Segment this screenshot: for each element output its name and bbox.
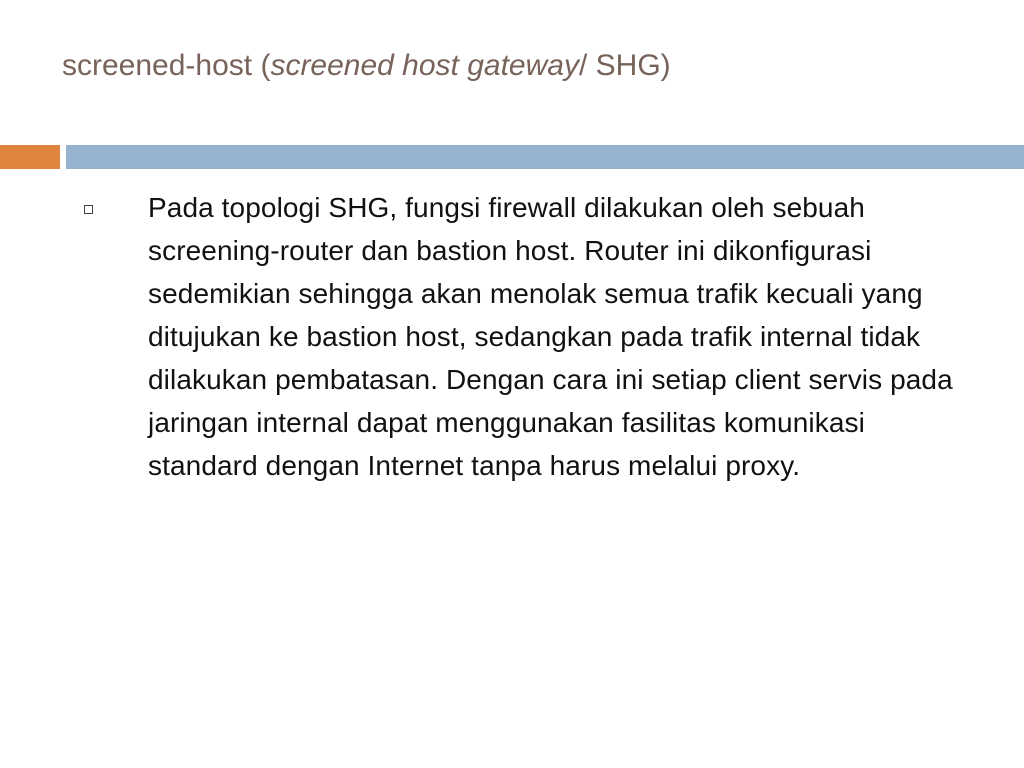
bullet-item bbox=[80, 186, 980, 487]
title-prefix: screened-host ( bbox=[62, 49, 271, 82]
title-suffix: / SHG) bbox=[578, 49, 671, 82]
accent-bar-orange bbox=[0, 145, 60, 169]
slide-title bbox=[62, 48, 982, 84]
title-italic: screened host gateway bbox=[270, 49, 579, 82]
bullet-list bbox=[80, 186, 980, 487]
bullet-text: Pada topologi SHG, fungsi firewall dilakukan oleh sebuah screening-router dan bastion host. Router ini dikonfigurasi sedemikian sehingga akan menolak semua trafik kecuali yang ditujukan ke bastion host, sedangkan pada trafik internal tidak dilakukan pembatasan. Dengan cara ini setiap client servis pada jaringan internal dapat menggunakan fasilitas komunikasi standard dengan Internet tanpa harus melalui proxy. bbox=[148, 192, 953, 481]
hollow-square-bullet-icon bbox=[84, 205, 93, 214]
accent-bar-blue bbox=[66, 145, 1024, 169]
